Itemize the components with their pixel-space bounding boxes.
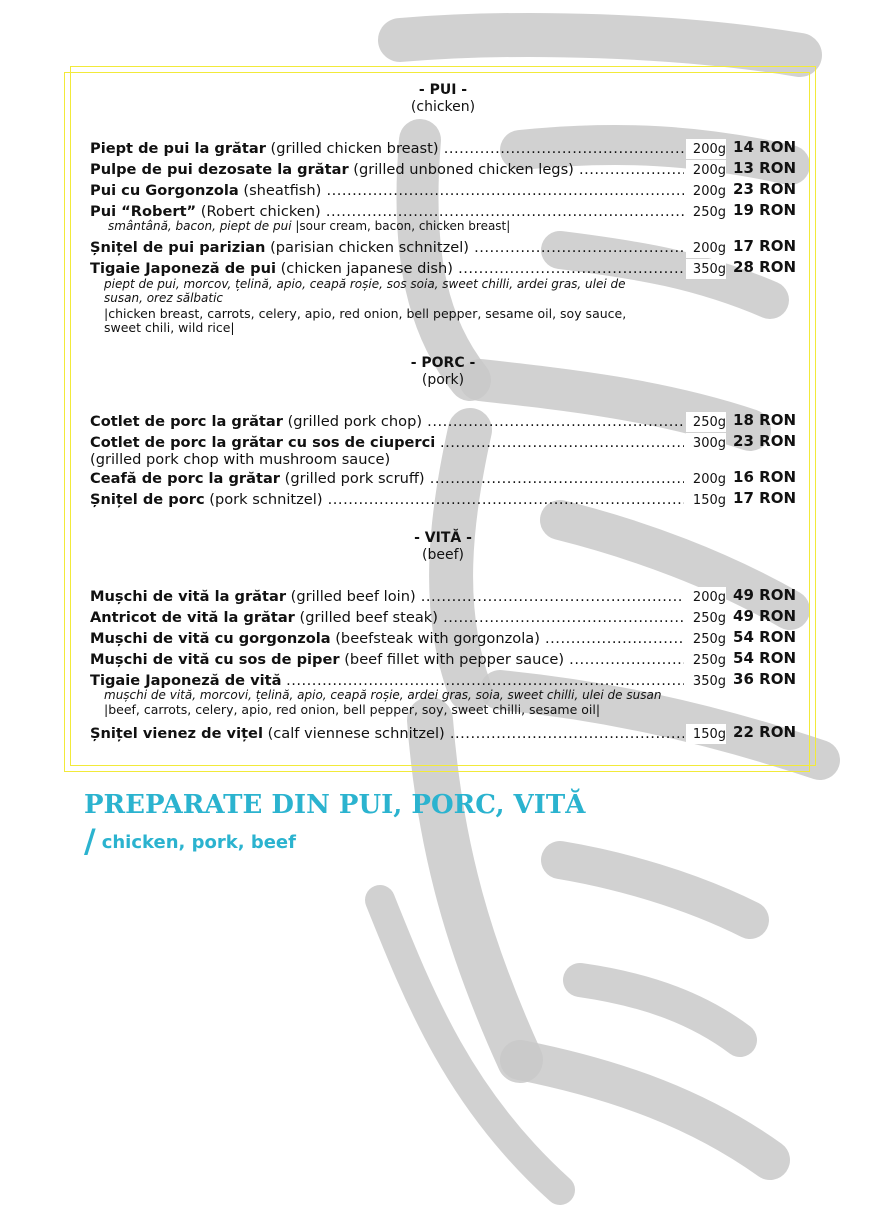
item-description-ro: mușchi de vită, morcovi, țelină, apio, ceapă roșie, ardei gras, soia, sweet chilli, ulei de susan [104, 688, 662, 702]
section-title: - PUI - [418, 82, 468, 98]
item-weight: 200g [686, 238, 726, 258]
item-weight: 300g [686, 433, 726, 453]
menu-item: Mușchi de vită cu gorgonzola (beefsteak with gorgonzola) ..... 250g 54 RON [90, 628, 796, 649]
section-header-porc [90, 355, 796, 389]
section-header-vita [90, 530, 796, 564]
section-subtitle: (chicken) [410, 99, 476, 115]
item-weight: 150g [686, 724, 726, 744]
item-second-line: (grilled pork chop with mushroom sauce) [90, 451, 391, 468]
menu-item: Mușchi de vită cu sos de piper (beef fillet with pepper sauce) ..... 250g 54 RON [90, 649, 796, 670]
item-weight: 250g [686, 202, 726, 222]
menu-item: Pulpe de pui dezosate la grătar (grilled unboned chicken legs) ..... 200g 13 RON [90, 159, 796, 180]
item-price: 19 RON [733, 201, 796, 219]
item-weight: 250g [686, 650, 726, 670]
item-weight: 200g [686, 181, 726, 201]
item-weight: 200g [686, 469, 726, 489]
menu-item: Mușchi de vită la grătar (grilled beef loin) ..... 200g 49 RON [90, 586, 796, 607]
item-description-en: |chicken breast, carrots, celery, apio, red onion, bell pepper, sesame oil, soy sauce, sweet chili, wild rice| [104, 306, 627, 335]
item-price: 23 RON [733, 432, 796, 450]
menu-item: Șnițel vienez de vițel (calf viennese schnitzel) ..... 150g 22 RON [90, 723, 796, 744]
item-price: 17 RON [733, 237, 796, 255]
item-price: 22 RON [733, 723, 796, 741]
section-subtitle: (beef) [422, 547, 464, 563]
page-subtitle-text: chicken, pork, beef [101, 832, 296, 853]
menu-item: Pui cu Gorgonzola (sheatfish) ..... 200g 23 RON [90, 180, 796, 201]
item-weight: 200g [686, 139, 726, 159]
item-weight: 200g [686, 160, 726, 180]
menu-item: Ceafă de porc la grătar (grilled pork scruff) ..... 200g 16 RON [90, 468, 796, 489]
menu-item: Cotlet de porc la grătar cu sos de ciuperci ..... 300g 23 RON [90, 432, 796, 453]
item-price: 16 RON [733, 468, 796, 486]
menu-item: Cotlet de porc la grătar (grilled pork chop) ..... 250g 18 RON [90, 411, 796, 432]
section-title: - PORC - [410, 355, 476, 371]
menu-item: Șnițel de porc (pork schnitzel) ..... 150g 17 RON [90, 489, 796, 510]
section-header-pui [90, 82, 796, 116]
item-price: 54 RON [733, 628, 796, 646]
page-subtitle [84, 822, 296, 860]
menu-item: Tigaie Japoneză de pui (chicken japanese dish) ..... 350g 28 RON [90, 258, 796, 279]
section-title: - VITĂ - [414, 530, 472, 546]
item-weight: 250g [686, 629, 726, 649]
item-description: smântână, bacon, piept de pui |sour cream, bacon, chicken breast| [108, 219, 511, 233]
menu-list [90, 80, 796, 744]
item-price: 49 RON [733, 586, 796, 604]
slash-mark: / [84, 822, 96, 860]
menu-item: Piept de pui la grătar (grilled chicken breast) ..... 200g 14 RON [90, 138, 796, 159]
item-price: 18 RON [733, 411, 796, 429]
item-weight: 250g [686, 608, 726, 628]
page-title: PREPARATE DIN PUI, PORC, VITĂ [84, 790, 586, 820]
item-price: 49 RON [733, 607, 796, 625]
menu-item: Antricot de vită la grătar (grilled beef steak) ..... 250g 49 RON [90, 607, 796, 628]
menu-item: Tigaie Japoneză de vită ..... 350g 36 RON [90, 670, 796, 691]
menu-item: Șnițel de pui parizian (parisian chicken schnitzel) ..... 200g 17 RON [90, 237, 796, 258]
item-price: 14 RON [733, 138, 796, 156]
item-description-en: |beef, carrots, celery, apio, red onion, bell pepper, soy, sweet chilli, sesame oil| [104, 702, 601, 717]
item-weight: 150g [686, 490, 726, 510]
section-subtitle: (pork) [421, 372, 465, 388]
item-weight: 350g [686, 259, 726, 279]
item-price: 28 RON [733, 258, 796, 276]
item-description-ro: piept de pui, morcov, țelină, apio, ceapă roșie, sos soia, sweet chilli, ardei gras, ulei de susan, orez sălbatic [104, 277, 626, 305]
item-price: 23 RON [733, 180, 796, 198]
item-price: 36 RON [733, 670, 796, 688]
item-price: 54 RON [733, 649, 796, 667]
item-price: 13 RON [733, 159, 796, 177]
menu-item: Pui “Robert” (Robert chicken) ..... 250g 19 RON [90, 201, 796, 222]
item-weight: 250g [686, 412, 726, 432]
item-weight: 350g [686, 671, 726, 691]
item-weight: 200g [686, 587, 726, 607]
item-price: 17 RON [733, 489, 796, 507]
